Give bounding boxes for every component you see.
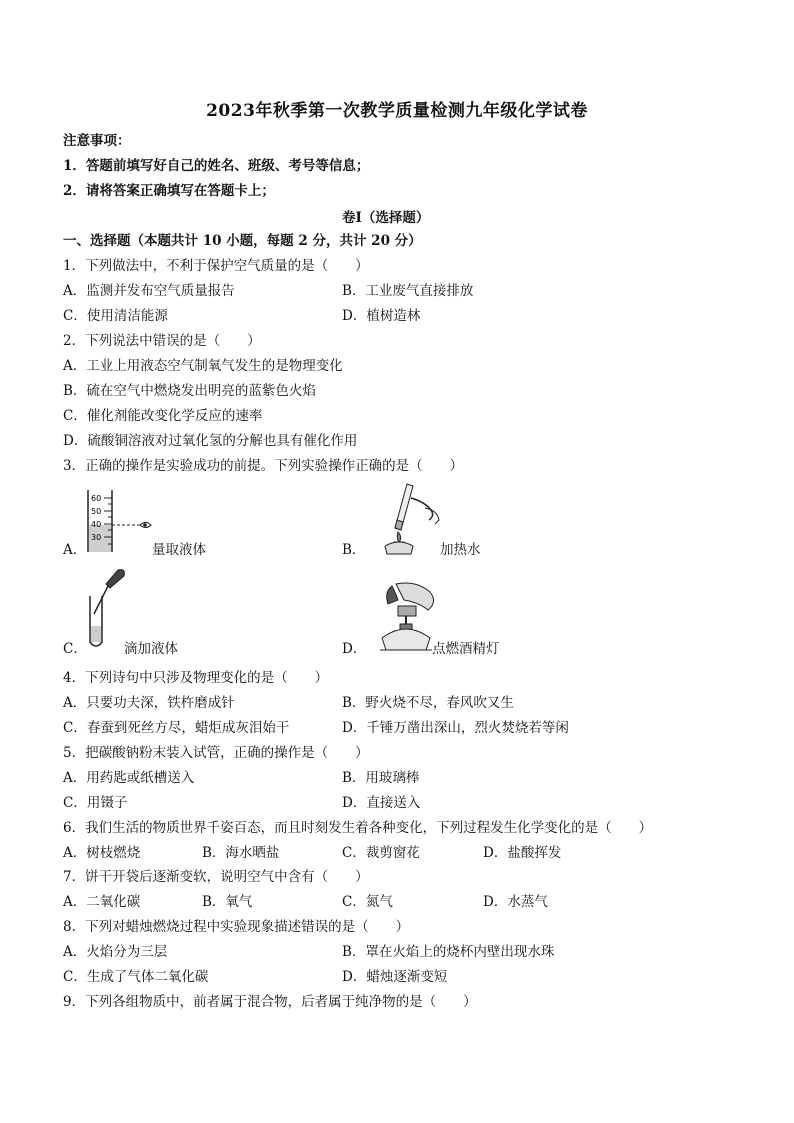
q6-option-a: A．树枝燃烧 <box>63 845 141 861</box>
q1-option-d: D．植树造林 <box>342 308 421 324</box>
q5-stem: 5．把碳酸钠粉末装入试管，正确的操作是（ ） <box>63 745 369 761</box>
q7-option-d: D．水蒸气 <box>483 894 548 910</box>
q5-option-a: A．用药匙或纸槽送入 <box>63 770 195 786</box>
q8-option-b: B．罩在火焰上的烧杯内壁出现水珠 <box>342 944 555 960</box>
q3-option-d-label: D． <box>342 641 367 657</box>
q5-option-b: B．用玻璃棒 <box>342 770 420 786</box>
q3-option-b-caption: 加热水 <box>440 542 481 558</box>
q6-option-b: B．海水晒盐 <box>202 845 280 861</box>
q3-option-b-label: B． <box>342 542 366 558</box>
notice-heading: 注意事项： <box>63 133 131 149</box>
q5-option-d: D．直接送入 <box>342 795 421 811</box>
dropper-tube-figure <box>80 566 130 650</box>
q4-option-b: B．野火烧不尽，春风吹又生 <box>342 695 514 711</box>
q4-stem: 4．下列诗句中只涉及物理变化的是（ ） <box>63 670 329 686</box>
scale-tick-40: 40 <box>91 520 102 529</box>
scale-tick-50: 50 <box>91 507 102 516</box>
scale-tick-30: 30 <box>91 533 102 542</box>
q2-option-a: A．工业上用液态空气制氧气发生的是物理变化 <box>63 358 343 374</box>
q6-option-c: C．裁剪窗花 <box>342 845 420 861</box>
volume-heading: 卷Ⅰ（选择题） <box>342 210 430 226</box>
q3-option-c-caption: 滴加液体 <box>124 641 178 657</box>
notice-item-2: 2．请将答案正确填写在答题卡上； <box>63 183 275 199</box>
q2-option-b: B．硫在空气中燃烧发出明亮的蓝紫色火焰 <box>63 383 316 399</box>
q6-option-d: D．盐酸挥发 <box>483 845 562 861</box>
q7-option-c: C．氮气 <box>342 894 393 910</box>
page-title: 2023年秋季第一次教学质量检测九年级化学试卷 <box>206 101 588 121</box>
q2-option-d: D．硫酸铜溶液对过氧化氢的分解也具有催化作用 <box>63 433 358 449</box>
graduated-cylinder-figure <box>82 488 152 556</box>
q4-option-a: A．只要功夫深，铁杵磨成针 <box>63 695 235 711</box>
q1-option-b: B．工业废气直接排放 <box>342 283 474 299</box>
q7-stem: 7．饼干开袋后逐渐变软，说明空气中含有（ ） <box>63 869 369 885</box>
q7-option-a: A．二氧化碳 <box>63 894 141 910</box>
section-heading: 一、选择题（本题共计 10 小题，每题 2 分，共计 20 分） <box>63 233 422 249</box>
q3-option-d-caption: 点燃酒精灯 <box>432 641 500 657</box>
q3-option-c-label: C． <box>63 641 87 657</box>
q8-option-a: A．火焰分为三层 <box>63 944 168 960</box>
q3-option-a-caption: 量取液体 <box>152 542 206 558</box>
alcohol-lamp-figure <box>368 580 442 656</box>
q7-option-b: B．氧气 <box>202 894 253 910</box>
q1-stem: 1．下列做法中，不利于保护空气质量的是（ ） <box>63 258 369 274</box>
q8-stem: 8．下列对蜡烛燃烧过程中实验现象描述错误的是（ ） <box>63 919 410 935</box>
heating-tube-figure <box>365 480 445 556</box>
q1-option-a: A．监测并发布空气质量报告 <box>63 283 235 299</box>
q3-stem: 3．正确的操作是实验成功的前提。下列实验操作正确的是（ ） <box>63 458 464 474</box>
scale-tick-60: 60 <box>91 494 102 503</box>
notice-item-1: 1．答题前填写好自己的姓名、班级、考号等信息； <box>63 158 370 174</box>
q4-option-c: C．春蚕到死丝方尽，蜡炬成灰泪始干 <box>63 720 290 736</box>
q4-option-d: D．千锤万凿出深山，烈火焚烧若等闲 <box>342 720 569 736</box>
q6-stem: 6．我们生活的物质世界千姿百态，而且时刻发生着各种变化，下列过程发生化学变化的是（ ） <box>63 820 653 836</box>
q2-option-c: C．催化剂能改变化学反应的速率 <box>63 408 263 424</box>
q8-option-c: C．生成了气体二氧化碳 <box>63 969 209 985</box>
q3-option-a-label: A． <box>63 542 87 558</box>
q9-stem: 9．下列各组物质中，前者属于混合物，后者属于纯净物的是（ ） <box>63 994 477 1010</box>
q1-option-c: C．使用清洁能源 <box>63 308 168 324</box>
q2-stem: 2．下列说法中错误的是（ ） <box>63 333 261 349</box>
q8-option-d: D．蜡烛逐渐变短 <box>342 969 448 985</box>
q5-option-c: C．用镊子 <box>63 795 128 811</box>
